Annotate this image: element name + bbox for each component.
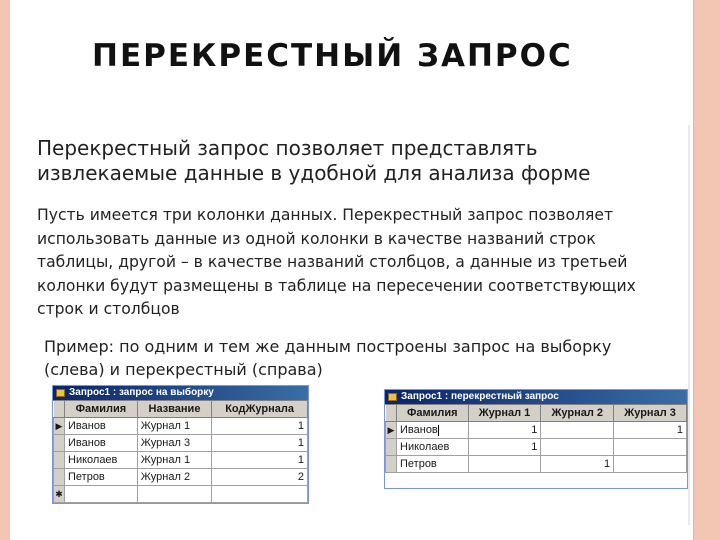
- explanation-line: использовать данные из одной колонки в качестве названий строк: [37, 229, 596, 248]
- header-row: [54, 401, 308, 418]
- intro-paragraph: [37, 136, 677, 186]
- table-cell[interactable]: Журнал 3: [137, 435, 211, 452]
- table-cell[interactable]: Петров: [397, 456, 469, 473]
- table-cell[interactable]: 1: [468, 439, 541, 456]
- table-cell[interactable]: Журнал 2: [137, 469, 211, 486]
- header-row: [386, 405, 687, 422]
- table-cell-text: Иванов: [400, 424, 438, 436]
- table-cell[interactable]: [468, 456, 541, 473]
- slide-frame-left: [0, 0, 10, 540]
- column-header[interactable]: Журнал 1: [468, 405, 541, 422]
- new-record-marker[interactable]: ✱: [54, 486, 65, 503]
- table-cell[interactable]: [541, 439, 614, 456]
- text-caret: [438, 425, 439, 436]
- table-row: [386, 456, 687, 473]
- table-cell[interactable]: Иванов: [65, 435, 138, 452]
- select-query-grid: [53, 400, 308, 503]
- slide-divider-line: [688, 125, 690, 525]
- table-cell[interactable]: Иванов: [65, 418, 138, 435]
- table-row: [386, 439, 687, 456]
- table-cell[interactable]: 1: [212, 418, 308, 435]
- table-cell[interactable]: 1: [541, 456, 614, 473]
- table-cell[interactable]: [212, 486, 308, 503]
- table-cell[interactable]: Журнал 1: [137, 418, 211, 435]
- select-query-title-bar[interactable]: [53, 386, 308, 400]
- row-selector[interactable]: [386, 456, 397, 473]
- table-row: [54, 469, 308, 486]
- column-header[interactable]: Журнал 3: [614, 405, 687, 422]
- column-header[interactable]: Журнал 2: [541, 405, 614, 422]
- crosstab-query-window: [384, 389, 688, 489]
- table-cell[interactable]: Николаев: [65, 452, 138, 469]
- column-header[interactable]: Название: [137, 401, 211, 418]
- crosstab-query-title-bar[interactable]: [385, 390, 687, 404]
- table-cell[interactable]: [614, 456, 687, 473]
- row-selector[interactable]: [386, 439, 397, 456]
- access-query-icon: [388, 393, 397, 401]
- table-cell-editing[interactable]: [397, 422, 469, 439]
- table-cell[interactable]: Николаев: [397, 439, 469, 456]
- table-cell[interactable]: Журнал 1: [137, 452, 211, 469]
- intro-line: извлекаемые данные в удобной для анализа форме: [37, 161, 591, 185]
- slide-title: ПЕРЕКРЕСТНЫЙ ЗАПРОС: [92, 38, 573, 74]
- table-cell[interactable]: Петров: [65, 469, 138, 486]
- row-selector[interactable]: [54, 435, 65, 452]
- current-record-marker[interactable]: ▶: [54, 418, 65, 435]
- new-record-row: [54, 486, 308, 503]
- table-cell[interactable]: 1: [468, 422, 541, 439]
- explanation-line: колонки будут размещены в таблице на пересечении соответствующих: [37, 276, 636, 295]
- table-cell[interactable]: 2: [212, 469, 308, 486]
- table-cell[interactable]: 1: [614, 422, 687, 439]
- table-cell[interactable]: [541, 422, 614, 439]
- crosstab-query-grid: [385, 404, 687, 473]
- slide-frame-right: [690, 0, 720, 540]
- column-header[interactable]: КодЖурнала: [212, 401, 308, 418]
- table-row: [386, 422, 687, 439]
- row-selector-header[interactable]: [386, 405, 397, 422]
- example-line: Пример: по одним и тем же данным построены запрос на выборку: [44, 337, 612, 356]
- current-record-marker[interactable]: ▶: [386, 422, 397, 439]
- access-query-icon: [56, 389, 65, 397]
- table-row: [54, 418, 308, 435]
- example-paragraph: [44, 335, 664, 381]
- select-query-title: Запрос1 : запрос на выборку: [69, 387, 214, 398]
- crosstab-query-title: Запрос1 : перекрестный запрос: [401, 391, 559, 402]
- table-cell[interactable]: 1: [212, 435, 308, 452]
- table-cell[interactable]: [65, 486, 138, 503]
- table-row: [54, 435, 308, 452]
- table-cell[interactable]: [614, 439, 687, 456]
- column-header[interactable]: Фамилия: [65, 401, 138, 418]
- column-header[interactable]: Фамилия: [397, 405, 469, 422]
- table-cell[interactable]: [137, 486, 211, 503]
- row-selector[interactable]: [54, 452, 65, 469]
- row-selector[interactable]: [54, 469, 65, 486]
- table-cell[interactable]: 1: [212, 452, 308, 469]
- explanation-paragraph: [37, 204, 677, 322]
- example-line: (слева) и перекрестный (справа): [44, 360, 323, 379]
- intro-line: Перекрестный запрос позволяет представлять: [37, 136, 538, 160]
- table-row: [54, 452, 308, 469]
- select-query-window: [52, 385, 309, 504]
- explanation-line: строк и столбцов: [37, 300, 180, 318]
- row-selector-header[interactable]: [54, 401, 65, 418]
- explanation-line: Пусть имеется три колонки данных. Перекрестный запрос позволяет: [37, 206, 614, 224]
- explanation-line: таблицы, другой – в качестве названий столбцов, а данные из третьей: [37, 253, 628, 271]
